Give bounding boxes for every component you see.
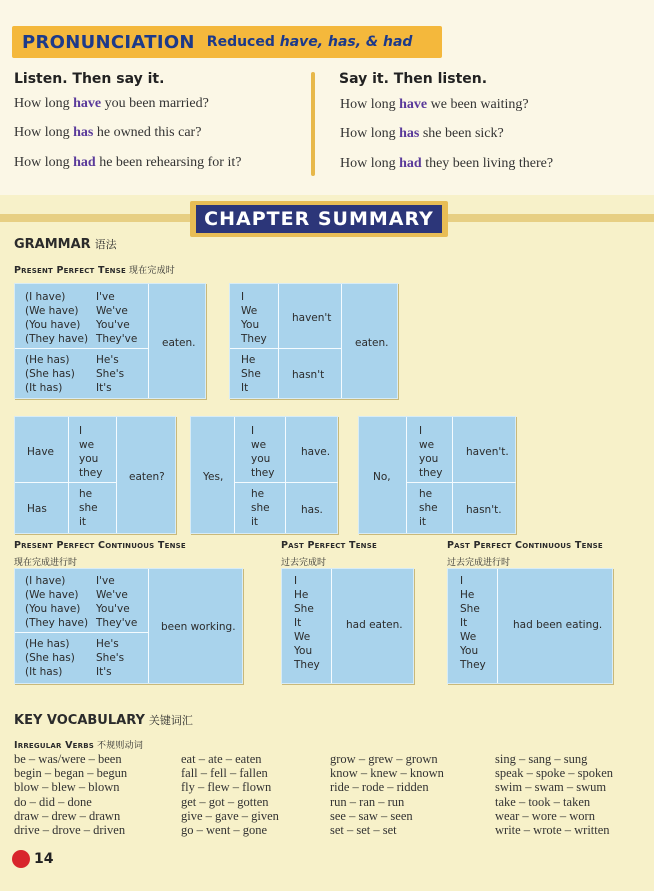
list-item: do – did – done (14, 794, 92, 809)
table-cell: have. (301, 446, 331, 458)
page-dot-icon (12, 850, 30, 868)
present-perfect-continuous-table (14, 568, 243, 684)
page-number: 14 (34, 851, 54, 867)
table-cell: (She has) (25, 652, 75, 664)
table-cell: No, (373, 471, 391, 483)
table-cell: She's (96, 368, 125, 380)
past-perfect-continuous-table (447, 568, 613, 684)
table-cell: It (460, 617, 468, 629)
table-cell: eaten? (129, 471, 165, 483)
chapter-summary-title: CHAPTER SUMMARY (196, 205, 442, 233)
table-cell: You've (96, 603, 130, 615)
list-item: see – saw – seen (330, 808, 413, 823)
table-cell: We've (96, 305, 128, 317)
right-sentence: How long had they been living there? (340, 156, 554, 171)
table-cell: haven't (292, 312, 332, 324)
present-perfect-heading: Present Perfect Tense 现在完成时 (14, 265, 175, 276)
table-cell: you (79, 453, 99, 465)
table-cell: you (251, 453, 271, 465)
table-cell: she (251, 502, 270, 514)
pronunciation-title: PRONUNCIATION (22, 31, 195, 53)
grammar-heading: GRAMMAR 语法 (14, 237, 117, 252)
list-item: be – was/were – been (14, 752, 122, 766)
past-perfect-continuous-cn: 过去完成进行时 (447, 558, 511, 568)
table-cell: He (241, 354, 256, 366)
table-cell: He (294, 589, 309, 601)
pronunciation-subtitle: Reduced have, has, & had (206, 34, 413, 50)
vocab-column-2 (181, 752, 279, 837)
table-cell: she (79, 502, 98, 514)
table-cell: we (79, 439, 95, 451)
table-cell: (It has) (25, 382, 63, 394)
list-item: take – took – taken (495, 794, 591, 809)
list-item: go – went – gone (181, 823, 268, 838)
table-cell: He (460, 589, 475, 601)
table-cell: (They have) (25, 333, 89, 345)
table-cell: it (251, 516, 259, 528)
table-cell: I (241, 291, 245, 303)
past-perfect-heading: Past Perfect Tense (281, 540, 377, 551)
table-cell: I (79, 425, 83, 437)
vocab-column-3 (330, 752, 444, 837)
table-cell: You (294, 645, 313, 657)
table-cell: it (79, 516, 87, 528)
table-cell: We (241, 305, 258, 317)
list-item: drive – drove – driven (14, 823, 126, 838)
table-cell: we (419, 439, 435, 451)
left-column-heading: Listen. Then say it. (14, 71, 165, 87)
list-item: know – knew – known (330, 766, 444, 781)
table-cell: I've (96, 575, 115, 587)
table-cell: They (241, 333, 267, 345)
list-item: write – wrote – written (495, 823, 610, 838)
table-cell: hasn't. (466, 504, 502, 516)
table-cell: Yes, (203, 471, 224, 483)
table-cell: It's (96, 382, 112, 394)
table-cell: (It has) (25, 666, 63, 678)
pronunciation-banner (12, 26, 442, 58)
vocab-column-1 (14, 752, 127, 837)
list-item: blow – blew – blown (14, 780, 120, 795)
table-cell: they (251, 467, 275, 479)
short-answer-yes-table (190, 416, 338, 534)
present-perfect-negative-table (229, 283, 398, 399)
present-perfect-continuous-heading: Present Perfect Continuous Tense (14, 540, 186, 551)
table-cell: You (241, 319, 260, 331)
table-cell: It (294, 617, 302, 629)
table-cell: had eaten. (346, 619, 403, 631)
table-cell: I (251, 425, 255, 437)
table-cell: We (460, 631, 477, 643)
column-divider (311, 72, 315, 176)
pronunciation-subtitle-words: have, has, & had (279, 34, 413, 50)
banner-bar-right (448, 214, 654, 222)
table-cell: (I have) (25, 291, 66, 303)
table-cell: He's (96, 638, 119, 650)
list-item: wear – wore – worn (495, 808, 595, 823)
table-cell: (She has) (25, 368, 75, 380)
table-cell: Has (27, 503, 47, 515)
list-item: begin – began – begun (14, 766, 128, 781)
table-cell: he (251, 488, 265, 500)
table-cell: It (241, 382, 249, 394)
irregular-verbs-heading: Irregular Verbs 不规则动词 (14, 740, 144, 751)
list-item: grow – grew – grown (330, 752, 438, 766)
vocab-column-4 (495, 752, 613, 837)
table-cell: They (460, 659, 486, 671)
table-cell: I've (96, 291, 115, 303)
table-cell: eaten. (355, 337, 389, 349)
table-cell: (He has) (25, 354, 70, 366)
table-cell: he (419, 488, 433, 500)
short-answer-no-table (358, 416, 516, 534)
table-cell: She (294, 603, 314, 615)
right-sentence: How long have we been waiting? (340, 97, 529, 112)
right-sentence: How long has she been sick? (340, 126, 504, 141)
table-cell: I (294, 575, 298, 587)
list-item: get – got – gotten (181, 794, 269, 809)
table-cell: she (419, 502, 438, 514)
table-cell: He's (96, 354, 119, 366)
banner-bar-left (0, 214, 190, 222)
table-cell: they (419, 467, 443, 479)
table-cell: (You have) (25, 603, 81, 615)
table-cell: haven't. (466, 446, 509, 458)
list-item: fall – fell – fallen (181, 766, 268, 781)
table-cell: eaten. (162, 337, 196, 349)
table-cell: I (419, 425, 423, 437)
list-item: speak – spoke – spoken (495, 766, 614, 781)
table-cell: It's (96, 666, 112, 678)
table-cell: They (294, 659, 320, 671)
list-item: fly – flew – flown (181, 780, 272, 795)
present-perfect-question-table (14, 416, 176, 534)
past-perfect-table (281, 568, 414, 684)
table-cell: (He has) (25, 638, 70, 650)
table-cell: has. (301, 504, 323, 516)
left-sentence: How long has he owned this car? (14, 125, 202, 140)
present-perfect-continuous-cn: 现在完成进行时 (14, 558, 78, 568)
list-item: swim – swam – swum (495, 780, 607, 795)
left-sentence: How long have you been married? (14, 96, 209, 111)
table-cell: we (251, 439, 267, 451)
list-item: set – set – set (330, 823, 397, 838)
table-cell: You've (96, 319, 130, 331)
past-perfect-continuous-heading: Past Perfect Continuous Tense (447, 540, 603, 551)
table-cell: they (79, 467, 103, 479)
table-cell: (We have) (25, 589, 79, 601)
table-cell: you (419, 453, 439, 465)
table-cell: (I have) (25, 575, 66, 587)
table-cell: She's (96, 652, 125, 664)
table-cell: They've (96, 333, 138, 345)
present-perfect-affirmative-table (14, 283, 206, 399)
table-cell: We (294, 631, 311, 643)
right-column-heading: Say it. Then listen. (339, 71, 488, 87)
past-perfect-cn: 过去完成时 (281, 558, 327, 568)
table-cell: had been eating. (513, 619, 603, 631)
list-item: eat – ate – eaten (181, 752, 262, 766)
key-vocabulary-heading: KEY VOCABULARY 关键词汇 (14, 713, 193, 728)
table-cell: Have (27, 446, 55, 458)
table-cell: She (460, 603, 480, 615)
list-item: sing – sang – sung (495, 752, 588, 766)
table-cell: I (460, 575, 464, 587)
table-cell: (We have) (25, 305, 79, 317)
table-cell: (You have) (25, 319, 81, 331)
table-cell: They've (96, 617, 138, 629)
table-cell: been working. (161, 621, 236, 633)
table-cell: You (460, 645, 479, 657)
list-item: draw – drew – drawn (14, 808, 121, 823)
table-cell: he (79, 488, 93, 500)
table-cell: We've (96, 589, 128, 601)
table-cell: (They have) (25, 617, 89, 629)
list-item: give – gave – given (181, 808, 279, 823)
list-item: ride – rode – ridden (330, 780, 429, 795)
table-cell: it (419, 516, 427, 528)
list-item: run – ran – run (330, 794, 405, 809)
table-cell: hasn't (292, 369, 325, 381)
table-cell: She (241, 368, 261, 380)
left-sentence: How long had he been rehearsing for it? (14, 155, 242, 170)
chapter-summary-banner (190, 201, 448, 237)
